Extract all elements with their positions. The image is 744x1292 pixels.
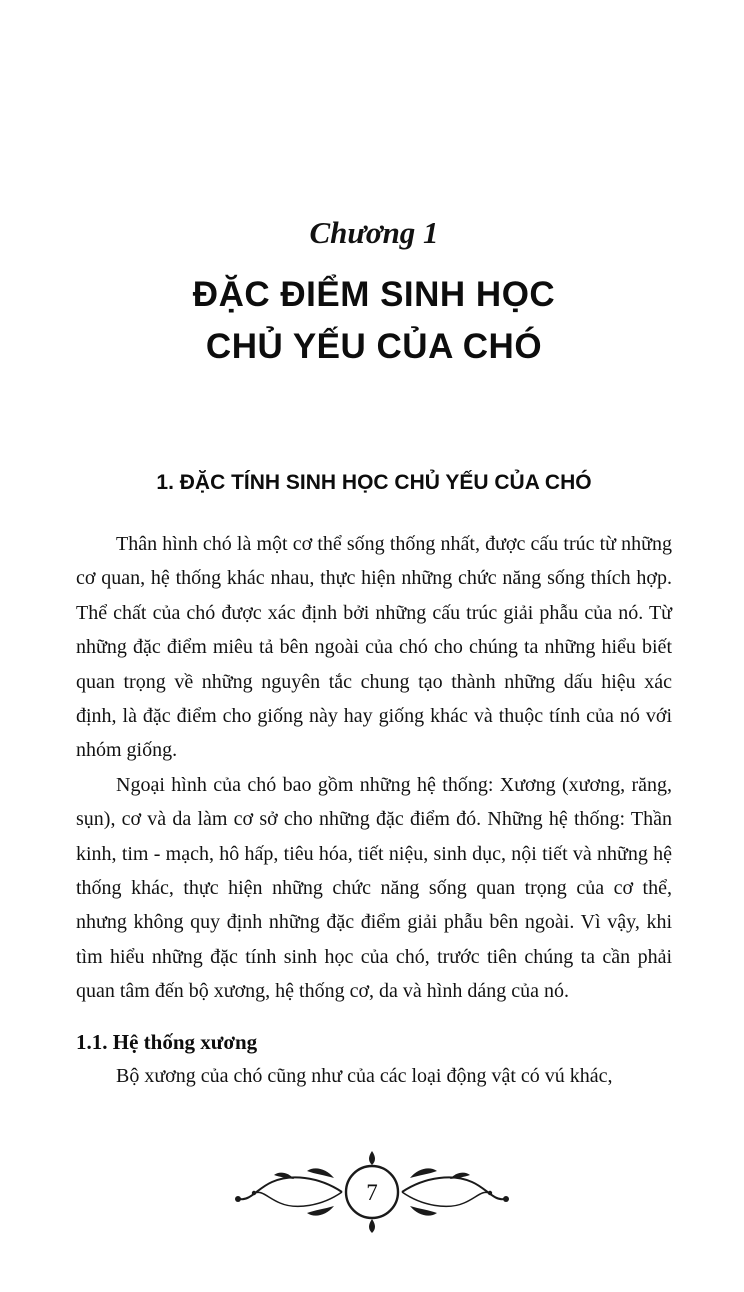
paragraph-2: Ngoại hình của chó bao gồm những hệ thống: Xương (xương, răng, sụn), cơ và da làm cơ sở cho những đặc điểm đó. Những hệ thống: Thần kinh, tim - mạch, hô hấp, tiêu hóa, tiết niệu, sinh dục, nội tiết và những hệ thống khác, thực hiện những chức năng sống quan trọng của cơ thể, nhưng không quy định những đặc điểm giải phẫu bên ngoài. Vì vậy, khi tìm hiểu những đặc tính sinh học của chó, trước tiên chúng ta cần phải quan tâm đến bộ xương, hệ thống cơ, da và hình dáng của nó. bbox=[76, 773, 672, 1003]
paragraph-3: Bộ xương của chó cũng như của các loại động vật có vú khác, bbox=[116, 1064, 613, 1087]
chapter-label: Chương 1 bbox=[309, 215, 439, 250]
page-content bbox=[0, 213, 744, 1093]
subsection-heading: 1.1. Hệ thống xương bbox=[76, 1029, 258, 1054]
chapter-title bbox=[76, 269, 672, 373]
section-heading: 1. ĐẶC TÍNH SINH HỌC CHỦ YẾU CỦA CHÓ bbox=[156, 471, 592, 494]
page-number: 7 bbox=[366, 1180, 378, 1205]
footer-ornament-icon bbox=[222, 1148, 522, 1236]
chapter-title-line1: ĐẶC ĐIỂM SINH HỌC bbox=[192, 275, 556, 314]
paragraph-1: Thân hình chó là một cơ thể sống thống nhất, được cấu trúc từ những cơ quan, hệ thống khác nhau, thực hiện những chức năng sống thích hợp. Thể chất của chó được xác định bởi những cấu trúc giải phẫu của nó. Từ những đặc điểm miêu tả bên ngoài của chó cho chúng ta những hiểu biết quan trọng về những nguyên tắc chung tạo thành những dấu hiệu xác định, là đặc điểm cho giống này hay giống khác và thuộc tính của nó với nhóm giống. bbox=[76, 533, 672, 762]
chapter-title-line2: CHỦ YẾU CỦA CHÓ bbox=[205, 327, 543, 366]
page-footer bbox=[0, 1148, 744, 1236]
